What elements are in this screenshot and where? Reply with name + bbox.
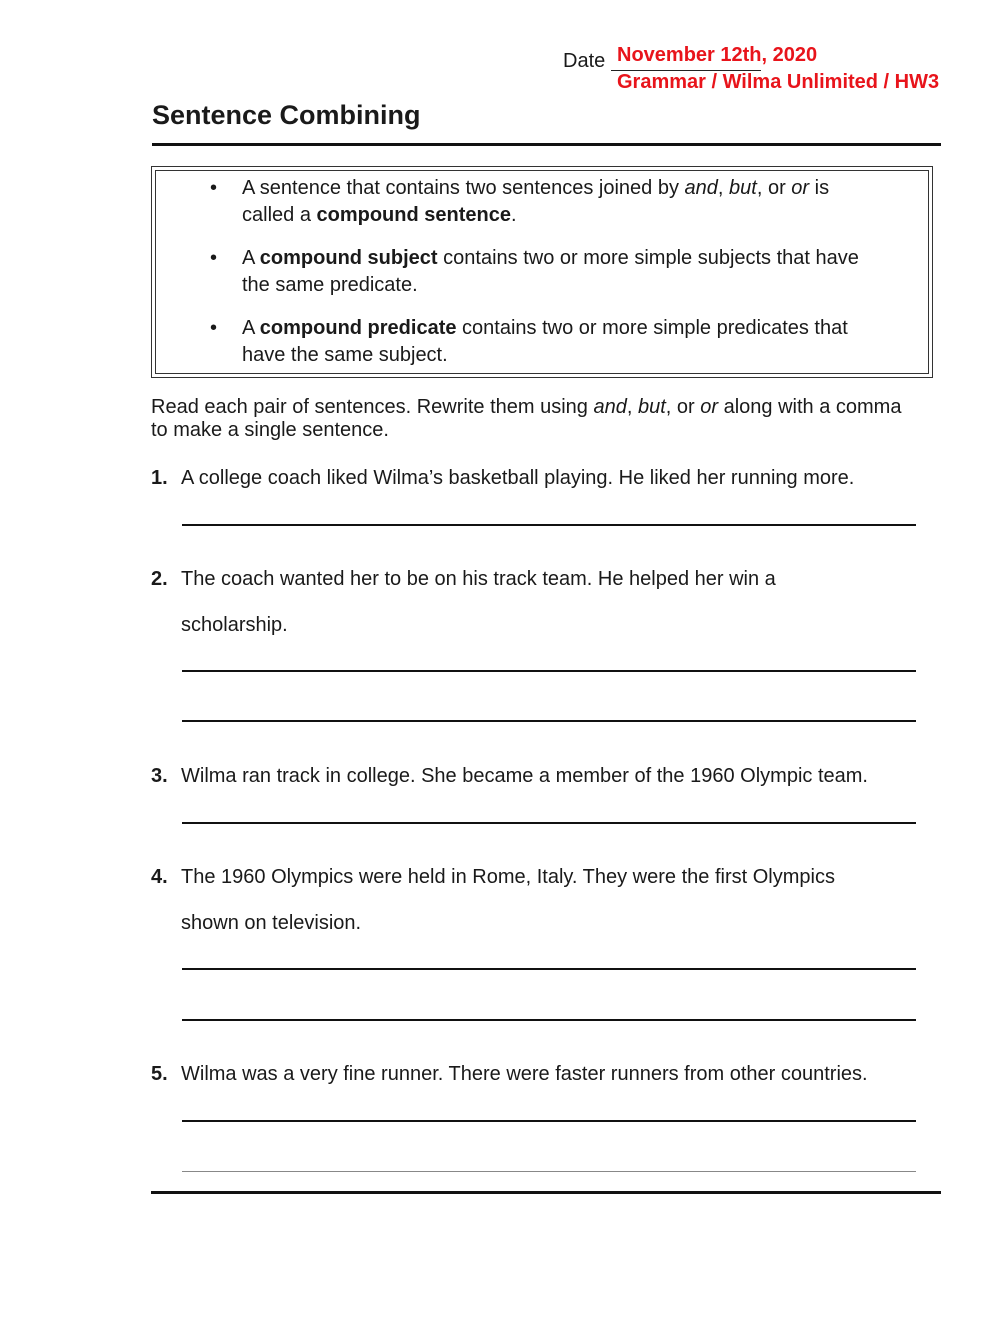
bullet-icon: • xyxy=(210,247,218,269)
text-run: . xyxy=(510,204,517,226)
text-run: , or xyxy=(665,396,701,418)
text-run: along with a comma to make a single sentence. xyxy=(151,396,902,441)
question-5 xyxy=(151,1063,868,1086)
question-text: The coach wanted her to be on his track team. He helped her win a xyxy=(181,568,776,590)
text-run: A sentence that contains two sentences joined by xyxy=(242,177,685,199)
question-3 xyxy=(151,765,868,788)
answer-line[interactable] xyxy=(182,720,916,722)
answer-line[interactable] xyxy=(182,968,916,970)
text-run: , xyxy=(717,177,730,199)
question-number: 5. xyxy=(151,1063,168,1085)
italic-term: but xyxy=(637,396,666,418)
text-run: , or xyxy=(756,177,792,199)
question-2 xyxy=(151,568,776,591)
date-label: Date xyxy=(563,50,606,72)
italic-term: and xyxy=(593,396,627,418)
definition-compound-subject xyxy=(210,245,882,299)
italic-term: or xyxy=(700,396,719,418)
definition-compound-sentence xyxy=(210,175,882,229)
question-text: A college coach liked Wilma’s basketball playing. He liked her running more. xyxy=(181,467,855,489)
answer-line[interactable] xyxy=(182,524,916,526)
answer-line[interactable] xyxy=(182,670,916,672)
instructions xyxy=(151,396,911,442)
definition-text xyxy=(242,177,829,226)
question-2-continuation: scholarship. xyxy=(181,614,288,636)
date-value[interactable]: November 12th, 2020 xyxy=(617,44,818,66)
text-run: A xyxy=(242,247,260,269)
bold-term: compound subject xyxy=(259,247,438,269)
bold-term: compound predicate xyxy=(259,317,457,339)
bullet-icon: • xyxy=(210,317,218,339)
question-4 xyxy=(151,866,835,889)
question-text: Wilma ran track in college. She became a member of the 1960 Olympic team. xyxy=(181,765,868,787)
bullet-icon: • xyxy=(210,177,218,199)
definition-text xyxy=(242,317,848,366)
title-rule xyxy=(152,143,941,146)
text-run: contains two or more simple predicates that have the same subject. xyxy=(242,317,848,366)
definition-compound-predicate xyxy=(210,315,882,369)
answer-line[interactable] xyxy=(182,822,916,824)
definition-text xyxy=(242,247,859,296)
text-run: is called a xyxy=(242,177,830,226)
text-run: , xyxy=(626,396,638,418)
question-number: 1. xyxy=(151,467,168,489)
answer-line[interactable] xyxy=(182,1120,916,1122)
question-text: Wilma was a very fine runner. There were faster runners from other countries. xyxy=(181,1063,868,1085)
page-title: Sentence Combining xyxy=(152,100,421,130)
question-1 xyxy=(151,467,855,490)
question-text: The 1960 Olympics were held in Rome, Italy. They were the first Olympics xyxy=(181,866,835,888)
bottom-rule xyxy=(151,1191,941,1194)
text-run: contains two or more simple subjects that have the same predicate. xyxy=(242,247,859,296)
answer-line[interactable] xyxy=(182,1171,916,1172)
italic-term: or xyxy=(791,177,810,199)
text-run: A xyxy=(242,317,260,339)
italic-term: and xyxy=(684,177,718,199)
bold-term: compound sentence xyxy=(316,204,511,226)
question-number: 3. xyxy=(151,765,168,787)
italic-term: but xyxy=(729,177,757,199)
answer-line[interactable] xyxy=(182,1019,916,1021)
question-4-continuation: shown on television. xyxy=(181,912,362,934)
subject-value[interactable]: Grammar / Wilma Unlimited / HW3 xyxy=(617,71,940,93)
question-number: 4. xyxy=(151,866,168,888)
text-run: Read each pair of sentences. Rewrite them using xyxy=(151,396,594,418)
question-number: 2. xyxy=(151,568,168,590)
